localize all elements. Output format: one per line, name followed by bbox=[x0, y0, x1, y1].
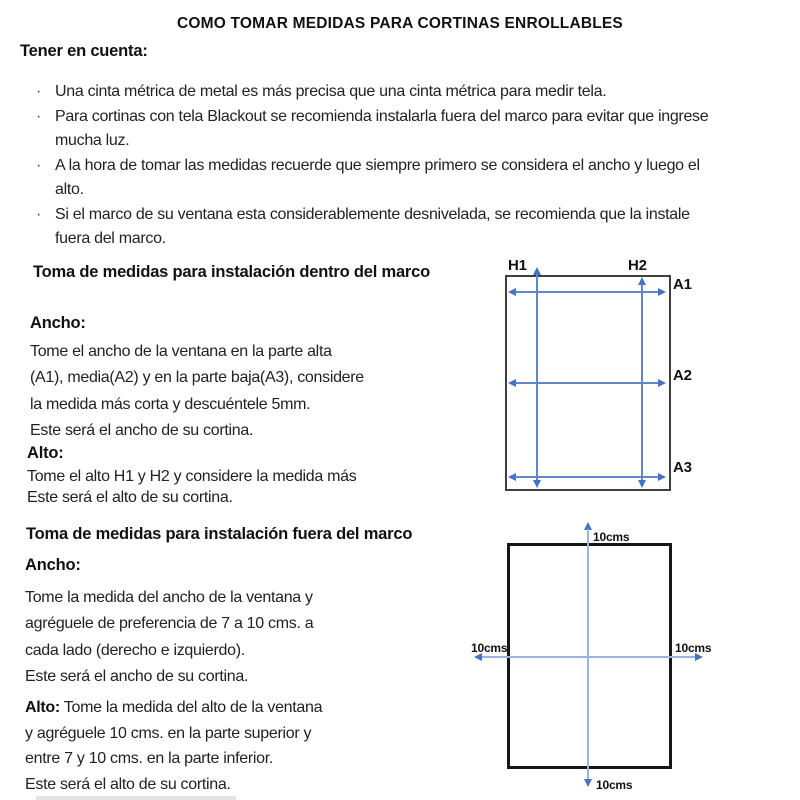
bottom-margin-label: 10cms bbox=[596, 778, 633, 792]
paragraph-line: Este será el ancho de su cortina. bbox=[30, 421, 254, 439]
left-margin-label: 10cms bbox=[471, 641, 508, 655]
bullet-icon: · bbox=[36, 107, 42, 125]
note-line: fuera del marco. bbox=[55, 230, 166, 247]
inside-height-label: Alto: bbox=[27, 444, 64, 462]
horizontal-measure-line bbox=[482, 656, 695, 658]
note-line: Para cortinas con tela Blackout se recomienda instalarla fuera del marco para evitar que ingrese bbox=[55, 107, 709, 125]
width-arrow-a1 bbox=[515, 291, 659, 293]
clipped-text-artifact bbox=[36, 796, 236, 800]
a2-label: A2 bbox=[673, 367, 692, 384]
inside-height-paragraph bbox=[27, 466, 447, 508]
arrow-head-right-icon bbox=[658, 288, 666, 296]
paragraph-line: Este será el alto de su cortina. bbox=[25, 776, 231, 794]
paragraph-line: entre 7 y 10 cms. en la parte inferior. bbox=[25, 750, 273, 768]
page-title: COMO TOMAR MEDIDAS PARA CORTINAS ENROLLABLES bbox=[177, 15, 623, 32]
right-margin-label: 10cms bbox=[675, 641, 712, 655]
top-margin-label: 10cms bbox=[593, 530, 630, 544]
notes-list bbox=[30, 80, 775, 252]
arrow-head-right-icon bbox=[658, 473, 666, 481]
paragraph-line: cada lado (derecho e izquierdo). bbox=[25, 641, 245, 659]
paragraph-line: Este será el ancho de su cortina. bbox=[25, 667, 249, 685]
h2-label: H2 bbox=[628, 257, 647, 274]
note-line: Una cinta métrica de metal es más precisa que una cinta métrica para medir tela. bbox=[55, 83, 607, 100]
inside-width-label: Ancho: bbox=[30, 314, 86, 332]
list-item bbox=[30, 203, 775, 252]
bullet-icon: · bbox=[36, 205, 42, 223]
note-line: Si el marco de su ventana esta considerablemente desnivelada, se recomienda que la instale bbox=[55, 205, 690, 223]
inside-measurement-diagram bbox=[460, 255, 720, 500]
arrow-head-down-icon bbox=[638, 480, 646, 488]
notes-heading: Tener en cuenta: bbox=[20, 42, 148, 60]
a3-label: A3 bbox=[673, 459, 692, 476]
height-arrow-h1 bbox=[536, 274, 538, 481]
outside-height-paragraph bbox=[25, 695, 445, 798]
paragraph-line: Tome la medida del ancho de la ventana y bbox=[25, 589, 313, 606]
arrow-head-down-icon bbox=[533, 480, 541, 488]
outside-height-label: Alto: bbox=[25, 699, 60, 716]
paragraph-line: Tome el alto H1 y H2 y considere la medida más bbox=[27, 468, 357, 485]
note-line: alto. bbox=[55, 181, 84, 198]
list-item bbox=[30, 154, 775, 203]
a1-label: A1 bbox=[673, 276, 692, 293]
width-arrow-a3 bbox=[515, 476, 659, 478]
h1-label: H1 bbox=[508, 257, 527, 274]
paragraph-line: (A1), media(A2) y en la parte baja(A3), considere bbox=[30, 369, 364, 387]
list-item bbox=[30, 80, 775, 105]
paragraph-line: agréguele de preferencia de 7 a 10 cms. a bbox=[25, 615, 314, 633]
width-arrow-a2 bbox=[515, 382, 659, 384]
paragraph-line: Este será el alto de su cortina. bbox=[27, 489, 233, 506]
outside-section-heading: Toma de medidas para instalación fuera del marco bbox=[26, 525, 413, 543]
note-line: mucha luz. bbox=[55, 132, 130, 149]
vertical-measure-line bbox=[587, 529, 589, 779]
inside-section-heading: Toma de medidas para instalación dentro del marco bbox=[33, 263, 431, 281]
bullet-icon: · bbox=[36, 83, 42, 100]
paragraph-line: y agréguele 10 cms. en la parte superior y bbox=[25, 724, 312, 742]
outside-measurement-diagram bbox=[460, 512, 730, 800]
paragraph-line-text: Tome la medida del alto de la ventana bbox=[63, 699, 323, 716]
bullet-icon: · bbox=[36, 156, 42, 174]
arrow-head-down-icon bbox=[584, 779, 592, 787]
paragraph-line bbox=[25, 695, 445, 721]
list-item bbox=[30, 105, 775, 154]
outside-width-paragraph bbox=[25, 585, 445, 690]
paragraph-line: Tome el ancho de la ventana en la parte alta bbox=[30, 343, 332, 360]
inside-width-paragraph bbox=[30, 339, 450, 444]
note-line: A la hora de tomar las medidas recuerde que siempre primero se considera el ancho y luego el bbox=[55, 156, 700, 174]
outside-width-label: Ancho: bbox=[25, 556, 81, 574]
paragraph-line: la medida más corta y descuéntele 5mm. bbox=[30, 395, 311, 413]
arrow-head-right-icon bbox=[658, 379, 666, 387]
